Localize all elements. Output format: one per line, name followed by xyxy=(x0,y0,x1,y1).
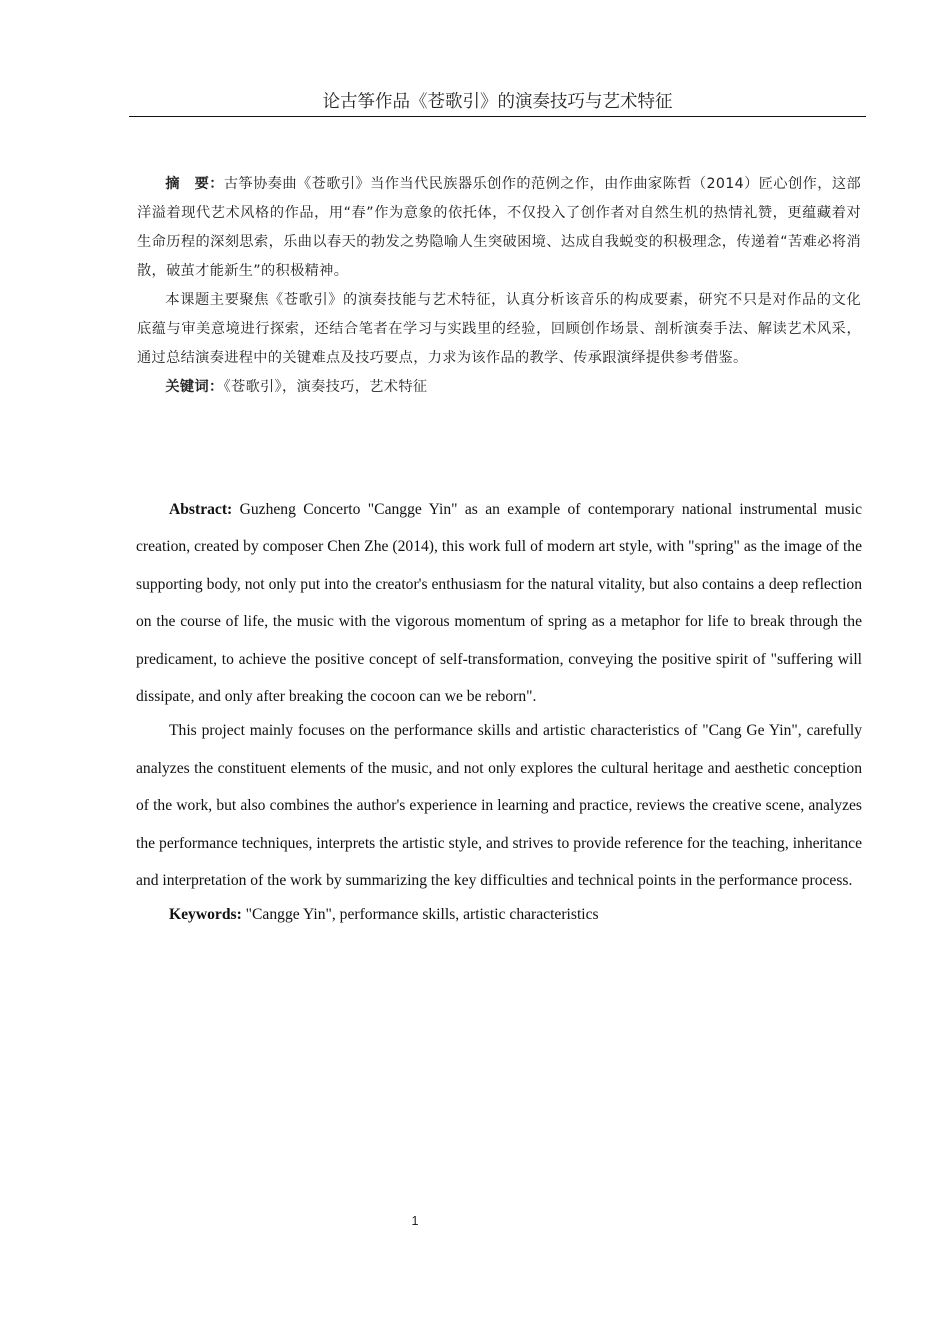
chinese-keywords-label: 关键词： xyxy=(165,379,224,395)
english-abstract-text-2: This project mainly focuses on the performance skills and artistic characteristics of "Cang Ge Yin", carefully analyzes the constituent elements of the music, and not only explores the cultural heritage and aesthetic conception of the work, but also combines the author's experience in learning and practice, reviews the creative scene, analyzes the performance techniques, interprets the artistic style, and strives to provide reference for the teaching, inheritance and interpretation of the work by summarizing the key difficulties and technical points in the performance process. xyxy=(136,722,862,890)
chinese-abstract-text-1: 古筝协奏曲《苍歌引》当作当代民族器乐创作的范例之作，由作曲家陈哲（2014）匠心创作，这部洋溢着现代艺术风格的作品，用“春”作为意象的依托体，不仅投入了创作者对自然生机的热情礼赞，更蕴藏着对生命历程的深刻思索，乐曲以春天的勃发之势隐喻人生突破困境、达成自我蜕变的积极理念，传递着“苦难必将消散，破茧才能新生”的积极精神。 xyxy=(137,176,861,279)
english-abstract-paragraph-1 xyxy=(136,491,862,715)
english-abstract-paragraph-2 xyxy=(136,712,862,899)
english-abstract-section xyxy=(136,491,862,934)
chinese-keywords xyxy=(137,373,861,402)
english-abstract-label: Abstract: xyxy=(169,501,233,518)
chinese-keywords-text: 《苍歌引》，演奏技巧，艺术特征 xyxy=(223,379,428,395)
english-abstract-text-1: Guzheng Concerto "Cangge Yin" as an example of contemporary national instrumental music creation, created by composer Chen Zhe (2014), this work full of modern art style, with "spring" as the image of the supporting body, not only put into the creator's enthusiasm for the natural vitality, but also contains a deep reflection on the course of life, the music with the vigorous momentum of spring as a metaphor for life to break through the predicament, to achieve the positive concept of self-transformation, conveying the positive spirit of "suffering will dissipate, and only after breaking the cocoon can we be reborn". xyxy=(136,501,862,706)
page-number: 1 xyxy=(411,1214,419,1228)
chinese-abstract-text-2: 本课题主要聚焦《苍歌引》的演奏技能与艺术特征，认真分析该音乐的构成要素，研究不只是对作品的文化底蕴与审美意境进行探索，还结合笔者在学习与实践里的经验，回顾创作场景、剖析演奏手法、解读艺术风采，通过总结演奏进程中的关键难点及技巧要点，力求为该作品的教学、传承跟演绎提供参考借鉴。 xyxy=(137,292,861,366)
chinese-abstract-section xyxy=(137,170,861,402)
english-keywords-label: Keywords: xyxy=(169,906,242,924)
chinese-abstract-paragraph-2 xyxy=(137,286,861,373)
english-keywords-text: "Cangge Yin", performance skills, artistic characteristics xyxy=(241,906,599,924)
page-header xyxy=(129,90,866,117)
chinese-abstract-label: 摘 要： xyxy=(165,176,224,192)
document-title: 论古筝作品《苍歌引》的演奏技巧与艺术特征 xyxy=(322,92,673,112)
chinese-abstract-paragraph-1 xyxy=(137,170,861,286)
english-keywords xyxy=(136,896,862,933)
